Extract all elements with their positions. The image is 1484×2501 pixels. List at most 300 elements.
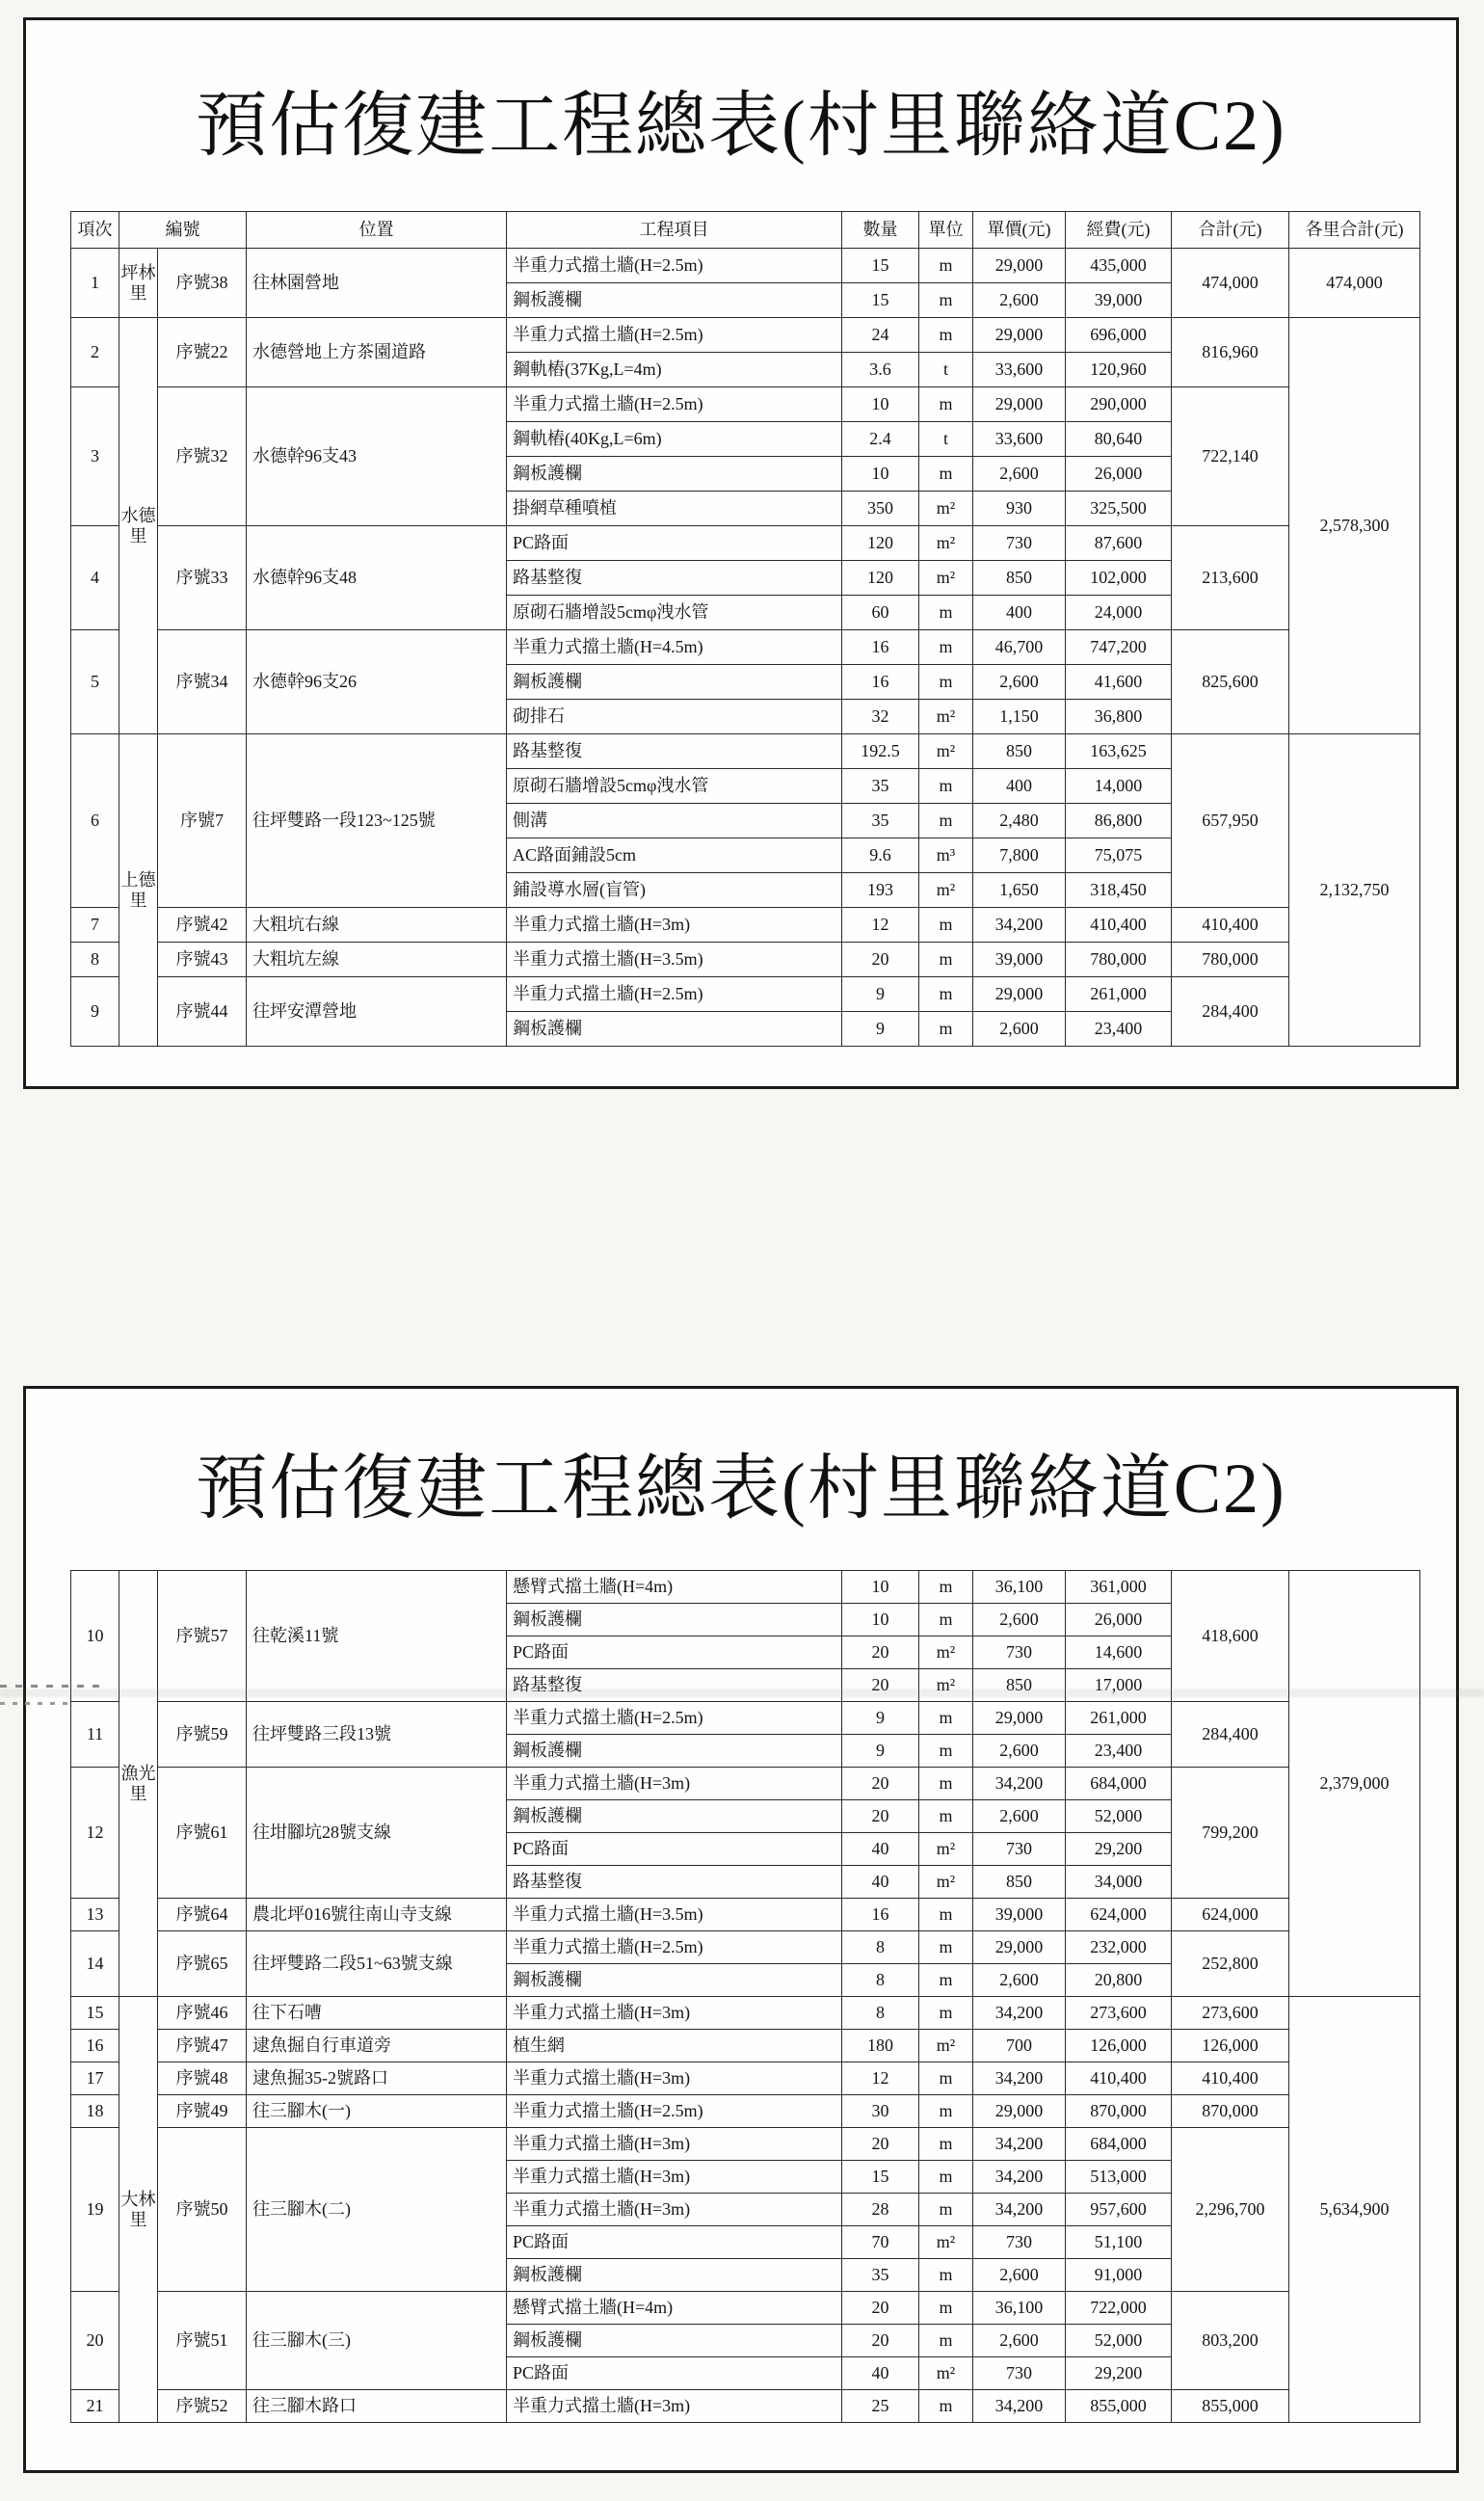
cost: 23,400 [1066, 1012, 1172, 1047]
unit: t [919, 353, 973, 387]
unit-price: 2,480 [973, 804, 1066, 838]
unit-price: 2,600 [973, 1964, 1066, 1997]
unit: m² [919, 2030, 973, 2062]
work-item: 路基整復 [507, 1866, 842, 1899]
quantity: 20 [842, 2128, 919, 2161]
quantity: 16 [842, 630, 919, 665]
item-number: 17 [71, 2062, 119, 2095]
subtotal: 657,950 [1172, 734, 1289, 908]
cost: 232,000 [1066, 1931, 1172, 1964]
subtotal: 418,600 [1172, 1571, 1289, 1702]
subtotal: 722,140 [1172, 387, 1289, 526]
work-item: 半重力式擋土牆(H=3.5m) [507, 943, 842, 977]
cost: 36,800 [1066, 700, 1172, 734]
quantity: 8 [842, 1931, 919, 1964]
cost: 722,000 [1066, 2292, 1172, 2325]
quantity: 15 [842, 2161, 919, 2194]
table-row [71, 1997, 1420, 2030]
quantity: 20 [842, 2325, 919, 2357]
serial-number: 序號43 [158, 943, 247, 977]
unit-price: 34,200 [973, 1997, 1066, 2030]
serial-number: 序號44 [158, 977, 247, 1047]
table-header [71, 212, 1420, 249]
unit: m² [919, 526, 973, 561]
column-header-item: 項次 [71, 212, 119, 249]
quantity: 30 [842, 2095, 919, 2128]
quantity: 350 [842, 492, 919, 526]
subtotal: 284,400 [1172, 977, 1289, 1047]
unit-price: 730 [973, 1636, 1066, 1669]
item-number: 4 [71, 526, 119, 630]
unit: m [919, 2128, 973, 2161]
item-number: 3 [71, 387, 119, 526]
location: 往三腳木(二) [247, 2128, 507, 2292]
item-number: 18 [71, 2095, 119, 2128]
unit: m [919, 2292, 973, 2325]
work-item: 側溝 [507, 804, 842, 838]
location: 往三腳木路口 [247, 2390, 507, 2423]
work-item: PC路面 [507, 526, 842, 561]
work-item: 半重力式擋土牆(H=3m) [507, 1997, 842, 2030]
table-row [71, 1899, 1420, 1931]
column-header-subtotal: 合計(元) [1172, 212, 1289, 249]
item-number: 13 [71, 1899, 119, 1931]
unit-price: 33,600 [973, 422, 1066, 457]
cost: 290,000 [1066, 387, 1172, 422]
quantity: 35 [842, 769, 919, 804]
unit-price: 850 [973, 1669, 1066, 1702]
work-item: 半重力式擋土牆(H=2.5m) [507, 249, 842, 283]
work-item: 鋼板護欄 [507, 665, 842, 700]
unit-price: 2,600 [973, 283, 1066, 318]
cost: 126,000 [1066, 2030, 1172, 2062]
unit: m [919, 2062, 973, 2095]
unit: m [919, 457, 973, 492]
work-item: 半重力式擋土牆(H=2.5m) [507, 977, 842, 1012]
location: 往乾溪11號 [247, 1571, 507, 1702]
cost: 51,100 [1066, 2226, 1172, 2259]
unit-price: 930 [973, 492, 1066, 526]
unit: m [919, 1735, 973, 1768]
quantity: 20 [842, 1768, 919, 1800]
unit-price: 400 [973, 596, 1066, 630]
subtotal: 855,000 [1172, 2390, 1289, 2423]
location: 往坪安潭營地 [247, 977, 507, 1047]
cost: 29,200 [1066, 1833, 1172, 1866]
work-item: 鋼板護欄 [507, 1800, 842, 1833]
quantity: 10 [842, 457, 919, 492]
unit: m [919, 1964, 973, 1997]
cost: 80,640 [1066, 422, 1172, 457]
table-row [71, 2030, 1420, 2062]
subtotal: 2,296,700 [1172, 2128, 1289, 2292]
work-item: 半重力式擋土牆(H=3m) [507, 908, 842, 943]
cost: 747,200 [1066, 630, 1172, 665]
serial-number: 序號46 [158, 1997, 247, 2030]
village-name: 水德里 [119, 318, 158, 734]
unit-price: 850 [973, 1866, 1066, 1899]
cost: 870,000 [1066, 2095, 1172, 2128]
unit-price: 730 [973, 1833, 1066, 1866]
work-item: 半重力式擋土牆(H=3.5m) [507, 1899, 842, 1931]
location: 往坪雙路二段51~63號支線 [247, 1931, 507, 1997]
unit: m [919, 1800, 973, 1833]
quantity: 2.4 [842, 422, 919, 457]
quantity: 35 [842, 2259, 919, 2292]
unit-price: 34,200 [973, 2062, 1066, 2095]
cost: 855,000 [1066, 2390, 1172, 2423]
table-body [71, 249, 1420, 1047]
item-number: 14 [71, 1931, 119, 1997]
cost: 120,960 [1066, 353, 1172, 387]
unit: m [919, 387, 973, 422]
unit: m [919, 1012, 973, 1047]
cost: 24,000 [1066, 596, 1172, 630]
cost: 325,500 [1066, 492, 1172, 526]
table-header-row [71, 212, 1420, 249]
quantity: 192.5 [842, 734, 919, 769]
work-item: 路基整復 [507, 561, 842, 596]
serial-number: 序號7 [158, 734, 247, 908]
unit-price: 34,200 [973, 908, 1066, 943]
work-item: 鋼板護欄 [507, 1604, 842, 1636]
location: 往三腳木(一) [247, 2095, 507, 2128]
cost: 361,000 [1066, 1571, 1172, 1604]
location: 往坩腳坑28號支線 [247, 1768, 507, 1899]
unit-price: 2,600 [973, 2325, 1066, 2357]
quantity: 16 [842, 665, 919, 700]
item-number: 2 [71, 318, 119, 387]
column-header-qty: 數量 [842, 212, 919, 249]
unit: m [919, 1899, 973, 1931]
work-item: 鋼板護欄 [507, 2325, 842, 2357]
work-item: 鋼軌樁(37Kg,L=4m) [507, 353, 842, 387]
unit-price: 34,200 [973, 2128, 1066, 2161]
cost: 780,000 [1066, 943, 1172, 977]
unit-price: 2,600 [973, 665, 1066, 700]
subtotal: 213,600 [1172, 526, 1289, 630]
subtotal: 410,400 [1172, 2062, 1289, 2095]
item-number: 9 [71, 977, 119, 1047]
quantity: 20 [842, 1800, 919, 1833]
cost: 696,000 [1066, 318, 1172, 353]
work-item: AC路面鋪設5cm [507, 838, 842, 873]
quantity: 28 [842, 2194, 919, 2226]
work-item: 路基整復 [507, 734, 842, 769]
work-item: 砌排石 [507, 700, 842, 734]
quantity: 8 [842, 1964, 919, 1997]
cost: 318,450 [1066, 873, 1172, 908]
quantity: 16 [842, 1899, 919, 1931]
location: 水德營地上方茶園道路 [247, 318, 507, 387]
table-row [71, 1702, 1420, 1735]
serial-number: 序號65 [158, 1931, 247, 1997]
quantity: 9 [842, 1735, 919, 1768]
quantity: 10 [842, 1604, 919, 1636]
item-number: 16 [71, 2030, 119, 2062]
unit-price: 34,200 [973, 1768, 1066, 1800]
location: 往林園營地 [247, 249, 507, 318]
cost: 26,000 [1066, 1604, 1172, 1636]
unit: m² [919, 561, 973, 596]
unit-price: 850 [973, 734, 1066, 769]
unit: m³ [919, 838, 973, 873]
work-item: 半重力式擋土牆(H=2.5m) [507, 318, 842, 353]
cost: 261,000 [1066, 1702, 1172, 1735]
work-item: 鋼板護欄 [507, 283, 842, 318]
unit-price: 730 [973, 526, 1066, 561]
table-row [71, 2292, 1420, 2325]
quantity: 193 [842, 873, 919, 908]
item-number: 7 [71, 908, 119, 943]
column-header-unit: 單位 [919, 212, 973, 249]
quantity: 12 [842, 2062, 919, 2095]
unit: m [919, 1931, 973, 1964]
work-item: 半重力式擋土牆(H=3m) [507, 2390, 842, 2423]
village-total: 5,634,900 [1289, 1997, 1420, 2423]
unit-price: 700 [973, 2030, 1066, 2062]
item-number: 20 [71, 2292, 119, 2390]
village-name: 坪林里 [119, 249, 158, 318]
cost: 14,600 [1066, 1636, 1172, 1669]
work-item: 鋪設導水層(盲管) [507, 873, 842, 908]
village-name: 漁光里 [119, 1571, 158, 1997]
unit-price: 46,700 [973, 630, 1066, 665]
subtotal: 273,600 [1172, 1997, 1289, 2030]
serial-number: 序號50 [158, 2128, 247, 2292]
unit-price: 34,200 [973, 2161, 1066, 2194]
work-item: 鋼板護欄 [507, 2259, 842, 2292]
subtotal: 780,000 [1172, 943, 1289, 977]
serial-number: 序號64 [158, 1899, 247, 1931]
work-item: 掛網草種噴植 [507, 492, 842, 526]
quantity: 20 [842, 2292, 919, 2325]
serial-number: 序號49 [158, 2095, 247, 2128]
table-row [71, 526, 1420, 561]
quantity: 40 [842, 1866, 919, 1899]
cost: 624,000 [1066, 1899, 1172, 1931]
cost: 684,000 [1066, 1768, 1172, 1800]
table-row [71, 908, 1420, 943]
unit-price: 2,600 [973, 1735, 1066, 1768]
table-row [71, 977, 1420, 1012]
work-item: 路基整復 [507, 1669, 842, 1702]
table-row [71, 1768, 1420, 1800]
quantity: 15 [842, 249, 919, 283]
work-item: 半重力式擋土牆(H=3m) [507, 1768, 842, 1800]
column-header-work: 工程項目 [507, 212, 842, 249]
unit-price: 34,200 [973, 2390, 1066, 2423]
cost: 29,200 [1066, 2357, 1172, 2390]
work-item: 鋼板護欄 [507, 1735, 842, 1768]
work-item: 鋼板護欄 [507, 1012, 842, 1047]
cost: 39,000 [1066, 283, 1172, 318]
location: 大粗坑右線 [247, 908, 507, 943]
location: 水德幹96支48 [247, 526, 507, 630]
village-name: 上德里 [119, 734, 158, 1047]
unit: m [919, 943, 973, 977]
cost: 52,000 [1066, 1800, 1172, 1833]
unit-price: 2,600 [973, 2259, 1066, 2292]
cost: 91,000 [1066, 2259, 1172, 2292]
quantity: 120 [842, 526, 919, 561]
work-item: 半重力式擋土牆(H=4.5m) [507, 630, 842, 665]
subtotal: 284,400 [1172, 1702, 1289, 1768]
unit-price: 29,000 [973, 977, 1066, 1012]
cost: 86,800 [1066, 804, 1172, 838]
serial-number: 序號57 [158, 1571, 247, 1702]
work-item: 懸臂式擋土牆(H=4m) [507, 1571, 842, 1604]
work-item: 半重力式擋土牆(H=2.5m) [507, 1702, 842, 1735]
page-title: 預估復建工程總表(村里聯絡道C2) [196, 87, 1286, 166]
quantity: 60 [842, 596, 919, 630]
quantity: 40 [842, 1833, 919, 1866]
unit-price: 400 [973, 769, 1066, 804]
unit-price: 1,650 [973, 873, 1066, 908]
quantity: 20 [842, 943, 919, 977]
cost: 957,600 [1066, 2194, 1172, 2226]
unit: m [919, 1768, 973, 1800]
unit-price: 36,100 [973, 2292, 1066, 2325]
page-title: 預估復建工程總表(村里聯絡道C2) [196, 1450, 1286, 1529]
unit-price: 2,600 [973, 1012, 1066, 1047]
unit-price: 29,000 [973, 1931, 1066, 1964]
cost: 34,000 [1066, 1866, 1172, 1899]
cost: 410,400 [1066, 908, 1172, 943]
cost: 41,600 [1066, 665, 1172, 700]
table-row [71, 249, 1420, 283]
table-row [71, 1931, 1420, 1964]
table-row [71, 2095, 1420, 2128]
unit: m² [919, 873, 973, 908]
unit: m [919, 2161, 973, 2194]
unit-price: 29,000 [973, 249, 1066, 283]
village-total: 2,132,750 [1289, 734, 1420, 1047]
cost: 17,000 [1066, 1669, 1172, 1702]
cost: 261,000 [1066, 977, 1172, 1012]
work-item: 半重力式擋土牆(H=2.5m) [507, 387, 842, 422]
quantity: 15 [842, 283, 919, 318]
subtotal: 410,400 [1172, 908, 1289, 943]
cost: 410,400 [1066, 2062, 1172, 2095]
table-row [71, 318, 1420, 353]
item-number: 12 [71, 1768, 119, 1899]
cost: 23,400 [1066, 1735, 1172, 1768]
table-row [71, 943, 1420, 977]
unit: m² [919, 734, 973, 769]
unit-price: 36,100 [973, 1571, 1066, 1604]
work-item: 原砌石牆增設5cmφ洩水管 [507, 596, 842, 630]
unit-price: 850 [973, 561, 1066, 596]
column-header-cost: 經費(元) [1066, 212, 1172, 249]
table-row [71, 734, 1420, 769]
work-item: 半重力式擋土牆(H=3m) [507, 2194, 842, 2226]
unit: m² [919, 2226, 973, 2259]
table-row [71, 387, 1420, 422]
village-total: 474,000 [1289, 249, 1420, 318]
unit-price: 730 [973, 2226, 1066, 2259]
table-row [71, 630, 1420, 665]
subtotal: 624,000 [1172, 1899, 1289, 1931]
work-item: PC路面 [507, 2357, 842, 2390]
location: 往三腳木(三) [247, 2292, 507, 2390]
work-item: 原砌石牆增設5cmφ洩水管 [507, 769, 842, 804]
item-number: 10 [71, 1571, 119, 1702]
serial-number: 序號34 [158, 630, 247, 734]
document-page-2 [23, 1386, 1459, 2473]
unit: m [919, 2259, 973, 2292]
unit-price: 29,000 [973, 2095, 1066, 2128]
serial-number: 序號48 [158, 2062, 247, 2095]
serial-number: 序號51 [158, 2292, 247, 2390]
quantity: 25 [842, 2390, 919, 2423]
column-header-serial: 編號 [119, 212, 247, 249]
location: 往坪雙路一段123~125號 [247, 734, 507, 908]
work-item: 半重力式擋土牆(H=2.5m) [507, 2095, 842, 2128]
unit: m [919, 665, 973, 700]
work-item: PC路面 [507, 1636, 842, 1669]
quantity: 32 [842, 700, 919, 734]
unit-price: 2,600 [973, 457, 1066, 492]
unit-price: 1,150 [973, 700, 1066, 734]
quantity: 8 [842, 1997, 919, 2030]
location: 往坪雙路三段13號 [247, 1702, 507, 1768]
unit: m [919, 630, 973, 665]
quantity: 40 [842, 2357, 919, 2390]
column-header-location: 位置 [247, 212, 507, 249]
subtotal: 474,000 [1172, 249, 1289, 318]
unit: t [919, 422, 973, 457]
cost: 273,600 [1066, 1997, 1172, 2030]
quantity: 3.6 [842, 353, 919, 387]
item-number: 21 [71, 2390, 119, 2423]
cost: 102,000 [1066, 561, 1172, 596]
location: 水德幹96支43 [247, 387, 507, 526]
serial-number: 序號52 [158, 2390, 247, 2423]
subtotal: 870,000 [1172, 2095, 1289, 2128]
quantity: 24 [842, 318, 919, 353]
table-body [71, 1571, 1420, 2423]
location: 農北坪016號往南山寺支線 [247, 1899, 507, 1931]
serial-number: 序號61 [158, 1768, 247, 1899]
unit-price: 29,000 [973, 318, 1066, 353]
serial-number: 序號38 [158, 249, 247, 318]
work-item: 半重力式擋土牆(H=3m) [507, 2062, 842, 2095]
quantity: 10 [842, 1571, 919, 1604]
unit-price: 2,600 [973, 1604, 1066, 1636]
work-item: 半重力式擋土牆(H=3m) [507, 2128, 842, 2161]
table-row [71, 2390, 1420, 2423]
unit: m [919, 2325, 973, 2357]
item-number: 8 [71, 943, 119, 977]
unit: m² [919, 2357, 973, 2390]
unit-price: 7,800 [973, 838, 1066, 873]
cost: 163,625 [1066, 734, 1172, 769]
estimate-table-page2 [70, 1570, 1420, 2423]
quantity: 9 [842, 1012, 919, 1047]
subtotal: 816,960 [1172, 318, 1289, 387]
subtotal: 799,200 [1172, 1768, 1289, 1899]
cost: 75,075 [1066, 838, 1172, 873]
village-total: 2,578,300 [1289, 318, 1420, 734]
item-number: 1 [71, 249, 119, 318]
work-item: 懸臂式擋土牆(H=4m) [507, 2292, 842, 2325]
location: 水德幹96支26 [247, 630, 507, 734]
unit: m [919, 804, 973, 838]
work-item: 半重力式擋土牆(H=3m) [507, 2161, 842, 2194]
serial-number: 序號32 [158, 387, 247, 526]
location: 大粗坑左線 [247, 943, 507, 977]
